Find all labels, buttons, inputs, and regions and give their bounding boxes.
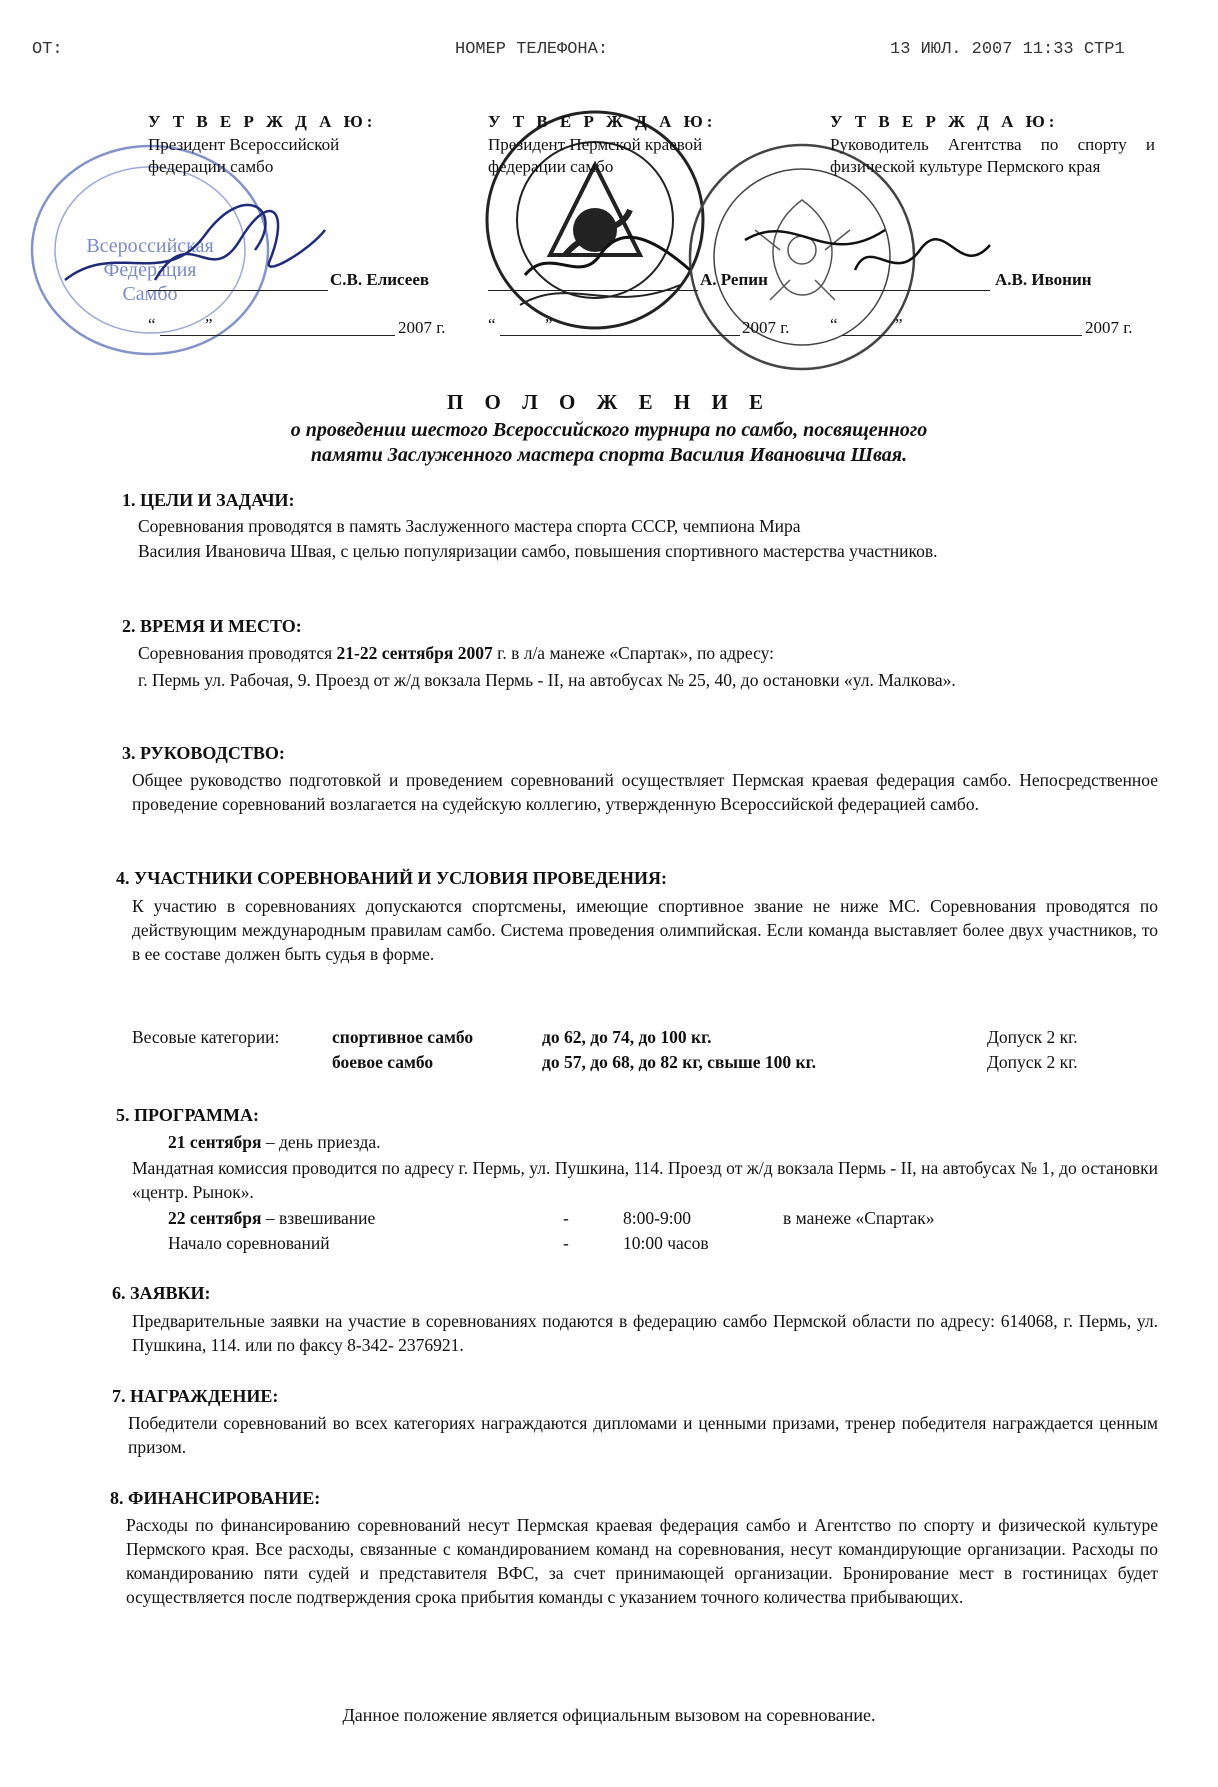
approver-name-3: А.В. Ивонин [995,270,1092,289]
svg-text:Всероссийская: Всероссийская [86,235,214,257]
section-5-heading: 5. ПРОГРАММА: [116,1105,260,1125]
approver-name-1: С.В. Елисеев [330,270,430,289]
approval-block-3 [830,112,1155,178]
weight-type: спортивное самбо [332,1027,474,1047]
weight-categories: до 62, до 74, до 100 кг. [542,1027,712,1047]
weight-type: боевое самбо [332,1052,434,1072]
approval-title: У Т В Е Р Ж Д А Ю: [830,112,1059,131]
approval-block-1 [148,112,418,178]
section-5-mandate: Мандатная комиссия проводится по адресу г. Пермь, ул. Пушкина, 114. Проезд от ж/д вокзала Пермь - II, на автобусах № 1, до остановки «центр. Рынок». [132,1158,1158,1202]
weights-label: Весовые категории: [132,1027,280,1047]
weight-tolerance: Допуск 2 кг. [987,1052,1078,1072]
fax-phone-label: НОМЕР ТЕЛЕФОНА: [455,40,609,59]
weights-table [132,1025,1078,1075]
schedule-table [168,1206,934,1256]
approval-position: Руководитель Агентства по спорту и физической культуре Пермского края [830,135,1155,176]
section-3-body: Общее руководство подготовкой и проведением соревнований осуществляет Пермская краевая федерация самбо. Непосредственное проведение соревнований возлагается на судейскую коллегию, утвержденную Всероссийской федерацией самбо. [132,770,1158,814]
signature-scribble-2 [520,225,700,295]
schedule-dash: - [563,1208,569,1228]
approval-date-quote-close-2: ” [545,315,553,334]
schedule-dash: - [563,1233,569,1253]
section-2-heading: 2. ВРЕМЯ И МЕСТО: [122,616,302,636]
approval-date-quote-close-1: ” [205,315,213,334]
section-7-heading: 7. НАГРАЖДЕНИЕ: [112,1386,279,1406]
approval-date-quote-close-3: ” [895,315,903,334]
section-1-heading: 1. ЦЕЛИ И ЗАДАЧИ: [122,490,295,510]
date-line-2 [500,335,740,336]
date-line-3 [842,335,1082,336]
document-title: П О Л О Ж Е Н И Е [446,390,772,414]
weight-categories: до 57, до 68, до 82 кг, свыше 100 кг. [542,1052,816,1072]
approver-name-2: А. Репин [700,270,768,289]
section-2-line-2: г. Пермь ул. Рабочая, 9. Проезд от ж/д вокзала Пермь - II, на автобусах № 25, 40, до остановки «ул. Малкова». [138,670,956,690]
section-2-dates: 21-22 сентября 2007 [336,643,493,663]
approval-date-3: 2007 г. [1085,318,1133,337]
fax-datetime: 13 ИЮЛ. 2007 11:33 СТР1 [890,40,1125,59]
weights-label-empty [132,1050,332,1075]
fax-from-label: ОТ: [32,40,63,59]
document-footer: Данное положение является официальным вызовом на соревнование. [342,1705,876,1725]
section-2-text-a: Соревнования проводятся [138,643,337,663]
section-5-arrival [168,1130,381,1154]
approval-date-1: 2007 г. [398,318,446,337]
svg-text:Федерация: Федерация [103,259,197,281]
approval-title: У Т В Е Р Ж Д А Ю: [148,112,377,131]
weights-row [132,1025,1078,1050]
signature-scribble-1 [150,200,330,295]
approval-position: Президент Всероссийской федерации самбо [148,135,340,176]
weights-block [132,1025,1078,1075]
document-subtitle-1: о проведении шестого Всероссийского турнира по самбо, посвященного [290,419,928,441]
section-3-heading: 3. РУКОВОДСТВО: [122,743,285,763]
approval-date-quote-1: “ [148,315,156,334]
section-8-heading: 8. ФИНАНСИРОВАНИЕ: [110,1488,321,1508]
arrival-text: – день приезда. [261,1132,381,1152]
section-4-body: К участию в соревнованиях допускаются спортсмены, имеющие спортивное звание не ниже МС. Соревнования проводятся по действующим международным правилам самбо. Система проведения олимпийская. Если команда выставляет более двух участников, то в ее составе должен быть судья в форме. [132,896,1158,964]
section-6-heading: 6. ЗАЯВКИ: [112,1283,211,1303]
section-4-heading: 4. УЧАСТНИКИ СОРЕВНОВАНИЙ И УСЛОВИЯ ПРОВЕДЕНИЯ: [116,868,667,888]
approval-date-quote-2: “ [488,315,496,334]
svg-text:Самбо: Самбо [122,283,178,305]
section-2-line-1 [138,641,1158,665]
schedule-time: 10:00 часов [623,1233,709,1253]
section-6-body: Предварительные заявки на участие в соревнованиях подаются в федерацию самбо Пермской области по адресу: 614068, г. Пермь, ул. Пушкина, 114. или по факсу 8-342- 2376921. [132,1311,1158,1355]
schedule-event: Начало соревнований [168,1233,330,1253]
section-8-body: Расходы по финансированию соревнований несут Пермская краевая федерация самбо и Агентство по спорту и физической культуре Пермского края. Все расходы, связанные с командированием команд на соревнования, несут командирующие организации. Расходы по командированию пяти судей и представителя ВФС, за счет принимающей организации. Бронирование мест в гостиницах будет осуществляется после подтверждения срока прибытия команды с указанием точного количества прибывающих. [126,1515,1158,1607]
approval-date-2: 2007 г. [742,318,790,337]
schedule-block [168,1206,934,1256]
date-line-1 [160,335,395,336]
approval-position: Президент Пермской краевой федерации самбо [488,135,703,176]
approval-block-2 [488,112,748,178]
approval-date-quote-3: “ [830,315,838,334]
schedule-place: в манеже «Спартак» [783,1208,935,1228]
section-1-line-2: Василия Ивановича Швая, с целью популяризации самбо, повышения спортивного мастерства участников. [138,541,938,561]
schedule-row [168,1206,934,1231]
schedule-event: 22 сентября – взвешивание [168,1208,376,1228]
weights-row [132,1050,1078,1075]
section-7-body: Победители соревнований во всех категориях награждаются дипломами и ценными призами, тренер победителя награждается ценным призом. [128,1413,1158,1457]
section-2-text-c: г. в л/а манеже «Спартак», по адресу: [492,643,775,663]
schedule-place [783,1231,934,1256]
schedule-row [168,1231,934,1256]
weight-tolerance: Допуск 2 кг. [987,1027,1078,1047]
arrival-date: 21 сентября [168,1132,262,1152]
section-1-line-1: Соревнования проводятся в память Заслуженного мастера спорта СССР, чемпиона Мира [138,516,801,536]
schedule-time: 8:00-9:00 [623,1208,692,1228]
document-subtitle-2: памяти Заслуженного мастера спорта Василия Ивановича Швая. [310,444,908,466]
approval-title: У Т В Е Р Ж Д А Ю: [488,112,717,131]
signature-scribble-3 [850,225,1000,295]
